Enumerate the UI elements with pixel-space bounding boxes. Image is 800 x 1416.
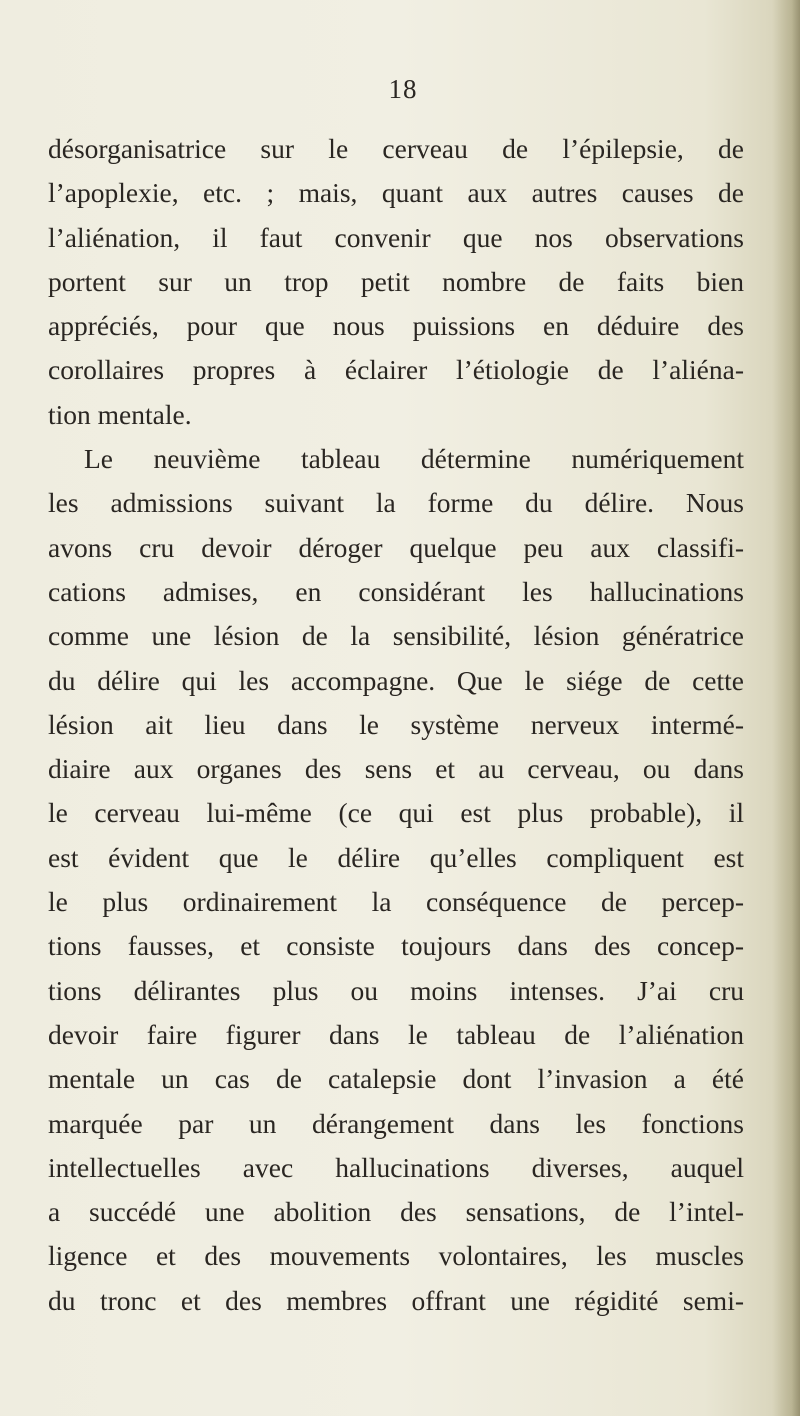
- text-line: du délire qui les accompagne. Que le siége de cette: [48, 664, 744, 696]
- text-line: marquée par un dérangement dans les fonctions: [48, 1107, 744, 1139]
- text-line: le cerveau lui-même (ce qui est plus probable), il: [48, 797, 744, 829]
- text-line: l’apoplexie, etc. ; mais, quant aux autres causes de: [48, 177, 744, 209]
- paragraph-start-line: Le neuvième tableau détermine numériquement: [84, 443, 744, 475]
- text-line: devoir faire figurer dans le tableau de l’aliénation: [48, 1018, 744, 1050]
- text-line: désorganisatrice sur le cerveau de l’épilepsie, de: [48, 133, 744, 164]
- text-line: intellectuelles avec hallucinations diverses, auquel: [48, 1151, 744, 1183]
- text-line: est évident que le délire qu’elles compliquent est: [48, 841, 744, 873]
- text-line: cations admises, en considérant les hallucinations: [48, 575, 744, 607]
- text-line: tion mentale.: [48, 398, 192, 430]
- text-line: l’aliénation, il faut convenir que nos observations: [48, 221, 744, 253]
- text-line: tions délirantes plus ou moins intenses. J’ai cru: [48, 974, 744, 1006]
- text-line: portent sur un trop petit nombre de faits bien: [48, 265, 744, 297]
- text-line: appréciés, pour que nous puissions en déduire des: [48, 310, 744, 342]
- text-line: ligence et des mouvements volontaires, les muscles: [48, 1240, 744, 1272]
- body-text: [48, 127, 744, 1323]
- text-line: tions fausses, et consiste toujours dans des concep-: [48, 930, 744, 962]
- text-line: a succédé une abolition des sensations, de l’intel-: [48, 1196, 744, 1228]
- text-line: corollaires propres à éclairer l’étiologie de l’aliéna-: [48, 354, 744, 386]
- text-line: avons cru devoir déroger quelque peu aux classifi-: [48, 531, 744, 563]
- page-number: 18: [388, 74, 418, 104]
- text-line: mentale un cas de catalepsie dont l’invasion a été: [48, 1063, 744, 1095]
- text-line: comme une lésion de la sensibilité, lésion génératrice: [48, 620, 744, 652]
- text-line: du tronc et des membres offrant une régidité semi-: [48, 1284, 744, 1316]
- text-line: les admissions suivant la forme du délire. Nous: [48, 487, 744, 519]
- text-line: le plus ordinairement la conséquence de percep-: [48, 886, 744, 918]
- page-edge-shadow: [772, 0, 800, 1416]
- text-line: diaire aux organes des sens et au cerveau, ou dans: [48, 753, 744, 785]
- text-line: lésion ait lieu dans le système nerveux intermé-: [48, 708, 744, 740]
